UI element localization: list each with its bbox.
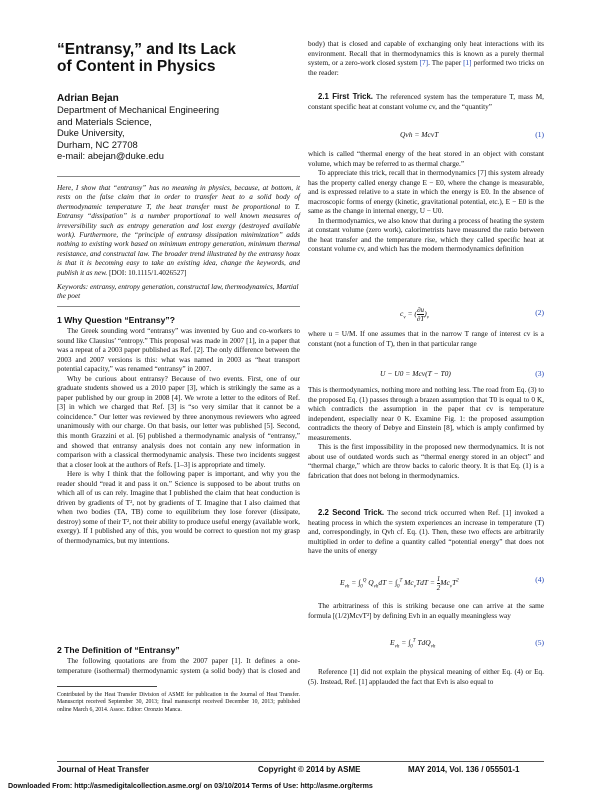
equation-number[interactable]: (5) (535, 638, 544, 647)
paragraph: body) that is closed and capable of exchanging only heat interactions with its environment. Recall that in thermodynamics this is known as a purely thermal system, or a zero-work closed system [7]. The paper [1] performed two tricks on the reader: (308, 40, 544, 77)
affiliation-line: Durham, NC 27708 (57, 138, 138, 150)
divider (57, 176, 300, 177)
equation-number[interactable]: (3) (535, 369, 544, 378)
affiliation-line: Duke University, (57, 127, 125, 139)
doi-link[interactable]: [DOI: 10.1115/1.4026527] (109, 268, 187, 277)
footer-copyright: Copyright © 2014 by ASME (258, 765, 361, 774)
author-email[interactable]: e-mail: abejan@duke.edu (57, 150, 164, 162)
paragraph-wrap (308, 602, 544, 621)
title-line: of Content in Physics (57, 58, 216, 75)
author-block (57, 92, 219, 161)
subsection-2-1-tail (308, 386, 544, 481)
abstract-text: Here, I show that “entransy” has no meaning in physics, because, at bottom, it rests on the false claim that in order to transfer heat to a solid body of thermodynamic temperature T, the heat transfer must be proportional to T. Entransy “dissipation” is a number proportional to well known measures of irreversibility such as entropy generation and lost exergy (destroyed available work). Furthermore, the “principle of entransy dissipation minimization” adds nothing to existing work based on minimum entropy generation, minimum thermal resistance, and constructal law. The broader trend illustrated by the entransy hoax is that it is becoming easy to take an existing idea, change the keywords, and publish it as new. (57, 184, 300, 277)
paragraph: The referenced system has the temperature T, mass M, constant specific heat at constant volume cv, and the “quantity” (308, 93, 544, 111)
equation-1 (308, 130, 544, 142)
footer-rule (57, 761, 544, 762)
section-2-body (57, 657, 300, 676)
paragraph: which is called “thermal energy of the heat stored in an object with constant volume, which may be referred to as thermal charge.” (308, 150, 544, 168)
equation-2 (308, 302, 544, 324)
paragraph: Here is why I think that the following paper is important, and why you the reader should “read it and pass it on.” Science is supposed to be about truths on which all of us can rely. Imagine that I published the claim that heat conduction is driven by gradients of T², not by gradients of T. Imagine that I also claimed that when two bodies (TA, TB) come to equilibrium they lose forever (dissipate, destroy) some of their T², not their ability to produce useful energy (available work, exergy). If I published any of this, you would be correct to question not my grasp of thermodynamics, but my intentions. (57, 470, 300, 546)
subsection-2-1 (308, 92, 544, 112)
footer-journal: Journal of Heat Transfer (57, 765, 150, 774)
paragraph: To appreciate this trick, recall that in thermodynamics [7] this system already has the property called energy change E − E0, where the change is measurable, and is expressed relative to a state in which the energy is E0. In the absence of macroscopic forms of energy (kinetic, gravitational potential, etc.), E − E0 is the same as the change in internal energy, U − U0. (308, 169, 544, 216)
footnote-rule (57, 686, 157, 687)
paragraph: This is thermodynamics, nothing more and nothing less. The road from Eq. (3) to the proposed Eq. (1) passes through a brazen assumption that T0 is equal to 0 K, which contradicts the assumption in the paper that cv is temperature independent, especially near 0 K. Examine Fig. 1: the proposed assumption contradicts the theory of Debye and Einstein [8], which is amply confirmed by measurements. (308, 386, 544, 442)
paragraph: In thermodynamics, we also know that during a process of heating the system at constant volume (zero work), calorimetrists have measured the ratio between the heat transfer and the temperature rise, which they called specific heat at constant volume cv, and which has the modern thermodynamics definition (308, 216, 544, 254)
paragraph-wrap (308, 330, 544, 349)
paragraph: Reference [1] did not explain the physical meaning of either Eq. (4) or Eq. (5). Instead, Ref. [1] applauded the fact that Evh is also equal to (308, 668, 544, 686)
paragraph: The second trick occurred when Ref. [1] invoked a heating process in which the system experiences an increase in temperature (T) and, correspondingly, in Qvh cf. Eq. (1). Then, these two effects are arbitrarily multiplied in order to define a quantity called “potential energy” that does not have the units of energy (308, 509, 544, 556)
equation-3 (308, 369, 544, 381)
footer-issue: MAY 2014, Vol. 136 / 055501-1 (408, 765, 520, 774)
equation-text: U − U0 = Mcv(T − T0) (380, 369, 451, 378)
equation-number[interactable]: (2) (535, 308, 544, 317)
paragraph: The Greek sounding word “entransy” was invented by Guo and co-workers to sound like Clausius’ “entropy.” This proposal was made in 2007 [1], in a paper that was a repeat of a 2003 paper published as Ref. [2]. The only difference between the 2003 and 2007 versions is this: what was named in 2003 as “heat transport potential capacity,” was renamed “entransy” in 2007. (57, 327, 300, 374)
paragraph: where u = U/M. If one assumes that in the narrow T range of interest cv is a constant (not a function of T), then in that particular range (308, 330, 544, 348)
author-name: Adrian Bejan (57, 93, 119, 104)
affiliation-line: Department of Mechanical Engineering (57, 104, 220, 116)
keywords: Keywords: entransy, entropy generation, constructal law, thermodynamics, Martial the poet (57, 283, 299, 301)
equation-number[interactable]: (1) (535, 130, 544, 139)
paragraph-wrap (308, 668, 544, 687)
section-1-body (57, 327, 300, 547)
section-2-heading: 2 The Definition of “Entransy” (57, 645, 180, 655)
equation-number[interactable]: (4) (535, 575, 544, 584)
equation-text: Qvh = McvT (400, 130, 439, 139)
subsection-2-2-heading: 2.2 Second Trick. (318, 508, 385, 517)
title-line: “Entransy,” and Its Lack (57, 41, 236, 58)
subsection-2-1-body (308, 150, 544, 255)
affiliation-line: and Materials Science, (57, 115, 152, 127)
paragraph: This is the first impossibility in the proposed new thermodynamics. It is not about use of outdated words such as “thermal energy stored in an object” and “thermal charge,” which are throw backs to caloric theory. It is that Eq. (1) is a fabrication that does not belong in thermodynamics. (308, 443, 544, 480)
equation-4 (308, 567, 544, 595)
subsection-2-1-heading: 2.1 First Trick. (318, 92, 373, 101)
abstract (57, 184, 300, 278)
equation-5 (308, 630, 544, 658)
paragraph: The arbitrariness of this is striking because one can arrive at the same formula [(1/2)McvT²] by defining Evh in an equally meaningless way (308, 602, 544, 620)
footnote: Contributed by the Heat Transfer Division of ASME for publication in the Journal of Heat Transfer. Manuscript received September 30, 2013; final manuscript received December 10, 2013; published online March 6, 2014. Assoc. Editor: Oronzio Manca. (57, 692, 300, 713)
equation-text: $E_{vh} = \int_0^Q$ $Q_{vh}dT = \int_0^T$ $Mc_vTdT$ = $\frac{1}{2}$ $Mc_vT^2$ (340, 575, 459, 592)
equation-text: $c_v$ = ( $\frac{\partial u}{\partial T}$ )$_v$ (400, 306, 429, 323)
section-2-continued (308, 40, 544, 78)
equation-text: $E_{vh} = \int_0^T$ TdQ$_{vh}$ (390, 638, 436, 650)
paragraph: The following quotations are from the 2007 paper [1]. It defines a one-temperature (isothermal) thermodynamic system (a solid body) that is closed and (57, 657, 300, 675)
subsection-2-2 (308, 508, 544, 557)
paragraph: Why be curious about entransy? Because of two events. First, one of our graduate students showed us a 2010 paper [3], which is strikingly the same as a paper published by our group in 2008 [4]. We wrote a letter to the editors of Ref. [3] in which we charged that Ref. [3] is “so very similar that it cannot be a coincidence.” Our letter was reviewed by three anonymous reviewers who agreed unanimously with our charge. On that basis, our letter was published [5]. Second, this month Grazzini et al. [6] published a thermodynamic analysis of “entransy,” and showed that entransy analysis does not contain any new information in comparison with a classical thermodynamic analysis. These two incidents suggest that a closer look at the authors of Refs. [1–3] is appropriate and timely. (57, 374, 300, 469)
download-notice[interactable]: Downloaded From: http://asmedigitalcollection.asme.org/ on 03/10/2014 Terms of Use: http://asme.org/terms (8, 782, 373, 790)
section-1-heading: 1 Why Question “Entransy”? (57, 315, 175, 325)
paper-title (57, 41, 236, 75)
divider (57, 306, 300, 307)
